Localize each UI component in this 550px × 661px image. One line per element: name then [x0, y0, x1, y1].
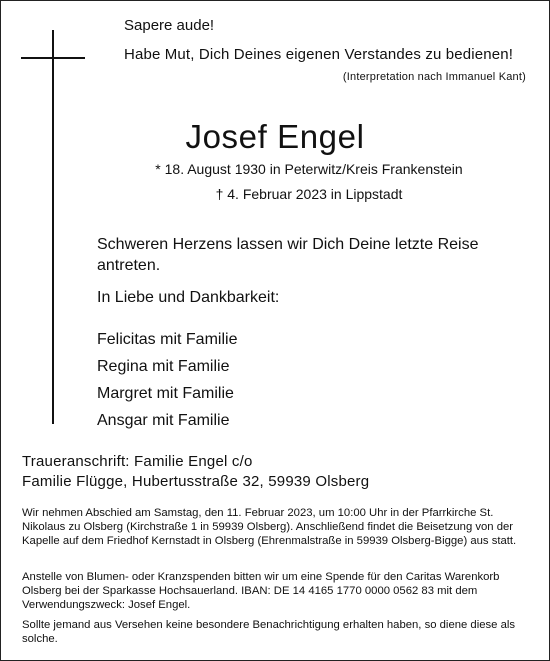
funeral-info: Wir nehmen Abschied am Samstag, den 11. Februar 2023, um 10:00 Uhr in der Pfarrkirche St. Nikolaus zu Olsberg (Kirchstraße 1 in 59939 Olsberg). Anschließend findet die Beisetzung von der Kapelle auf dem Friedhof Kernstadt in Olsberg (Ehrenmalstraße in 59939 Olsberg-Bigge) aus statt.	[22, 507, 517, 547]
quote-line-2: Habe Mut, Dich Deines eigenen Verstandes zu bedienen!	[124, 46, 514, 63]
farewell-message: Schweren Herzens lassen wir Dich Deine letzte Reise antreten.	[97, 236, 479, 274]
family-member: Ansgar mit Familie	[97, 412, 230, 429]
address-line-2: Familie Flügge, Hubertusstraße 32, 59939 Olsberg	[22, 473, 370, 490]
deceased-name: Josef Engel	[185, 118, 365, 155]
mourning-address	[22, 452, 522, 492]
death-line: † 4. Februar 2023 in Lippstadt	[215, 186, 403, 202]
closing-note: Sollte jemand aus Versehen keine besondere Benachrichtigung erhalten haben, so diene diese als solche.	[22, 619, 516, 645]
quote-source: (Interpretation nach Immanuel Kant)	[342, 71, 526, 83]
address-line-1: Traueranschrift: Familie Engel c/o	[22, 453, 253, 470]
family-member: Felicitas mit Familie	[97, 331, 238, 348]
birth-line: * 18. August 1930 in Peterwitz/Kreis Frankenstein	[155, 161, 463, 177]
cross-vertical-bar	[52, 30, 54, 424]
family-member: Margret mit Familie	[97, 385, 234, 402]
cross-horizontal-bar	[21, 57, 85, 59]
quote-line-1: Sapere aude!	[124, 17, 215, 34]
family-member: Regina mit Familie	[97, 358, 230, 375]
gratitude-line: In Liebe und Dankbarkeit:	[97, 289, 280, 306]
donation-info: Anstelle von Blumen- oder Kranzspenden bitten wir um eine Spende für den Caritas Warenkorb Olsberg bei der Sparkasse Hochsauerland. IBAN: DE 14 4165 1770 0000 0562 83 mit dem Verwendungszweck: Josef Engel.	[22, 571, 500, 611]
